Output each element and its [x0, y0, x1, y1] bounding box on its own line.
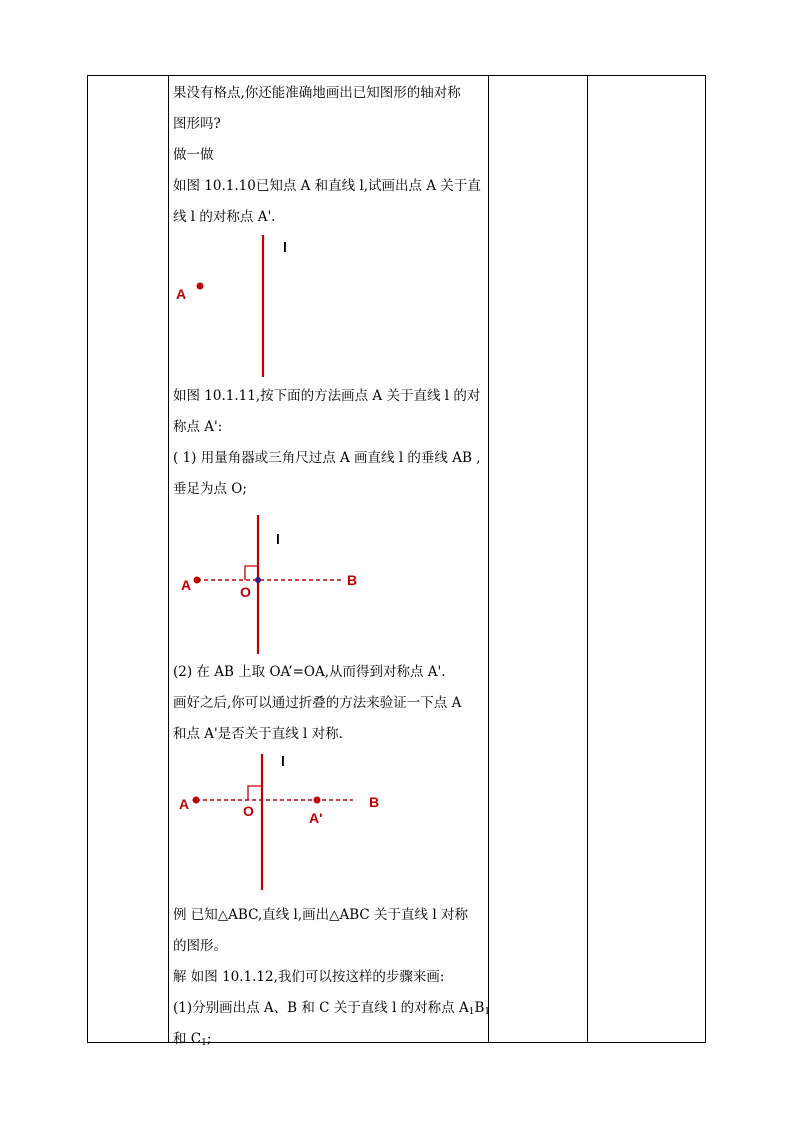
- column-divider-3: [587, 76, 588, 1042]
- figure-a-prime: [173, 750, 485, 900]
- point-a-prime: [314, 797, 321, 804]
- subscript: 1: [468, 1007, 475, 1017]
- text-span: ;: [206, 1031, 212, 1047]
- point-a: [197, 283, 204, 290]
- point-o-label: O: [243, 803, 254, 819]
- subscript: 1: [201, 1038, 207, 1048]
- text-line: 解 如图 10.1.12,我们可以按这样的步骤来画:: [173, 969, 445, 985]
- point-a-label: A: [181, 577, 192, 593]
- text-line: 图形吗?: [173, 116, 221, 132]
- text-line: 画好之后,你可以通过折叠的方法来验证一下点 A: [173, 695, 462, 711]
- figure-10-1-11: [173, 505, 485, 657]
- point-b-label: B: [369, 794, 380, 810]
- text-line: [173, 993, 491, 1024]
- point-b-label: B: [347, 572, 358, 588]
- text-line: [173, 1024, 485, 1055]
- line-l-label: l: [283, 239, 287, 255]
- line-l-label: l: [276, 531, 280, 547]
- text-line: 做一做: [173, 147, 214, 163]
- text-span: B: [474, 1000, 485, 1016]
- column-divider-1: [168, 76, 169, 1042]
- line-l-label: l: [281, 753, 285, 769]
- point-a-label: A: [176, 286, 187, 302]
- text-line: ( 1) 用量角器或三角尺过点 A 画直线 l 的垂线 AB ,: [173, 450, 481, 466]
- lesson-content: [173, 78, 491, 1055]
- point-a: [193, 797, 200, 804]
- text-span: 和 C: [173, 1031, 202, 1047]
- text-line: 称点 A':: [173, 419, 223, 435]
- text-line: 和点 A'是否关于直线 l 对称.: [173, 726, 343, 742]
- point-a-prime-label: A': [309, 810, 323, 826]
- point-a-label: A: [179, 796, 190, 812]
- point-o-label: O: [240, 584, 251, 600]
- figure-10-1-10: [173, 233, 485, 381]
- point-a: [194, 577, 201, 584]
- text-line: 如图 10.1.10已知点 A 和直线 l,试画出点 A 关于直: [173, 178, 481, 194]
- text-line: 果没有格点,你还能准确地画出已知图形的轴对称: [173, 85, 461, 101]
- text-line: 线 l 的对称点 A'.: [173, 209, 276, 225]
- right-angle-mark: [248, 786, 262, 800]
- text-line: (2) 在 AB 上取 OA’=OA,从而得到对称点 A'.: [173, 664, 446, 680]
- text-line: 垂足为点 O;: [173, 481, 247, 497]
- point-o: [255, 577, 261, 583]
- text-span: (1)分别画出点 A、B 和 C 关于直线 l 的对称点 A: [173, 1000, 469, 1016]
- text-line: 如图 10.1.11,按下面的方法画点 A 关于直线 l 的对: [173, 388, 481, 404]
- text-line: 例 已知△ABC,直线 l,画出△ABC 关于直线 l 对称: [173, 907, 468, 923]
- column-divider-2: [488, 76, 489, 1042]
- subscript: 1: [484, 1007, 491, 1017]
- text-line: 的图形。: [173, 938, 227, 954]
